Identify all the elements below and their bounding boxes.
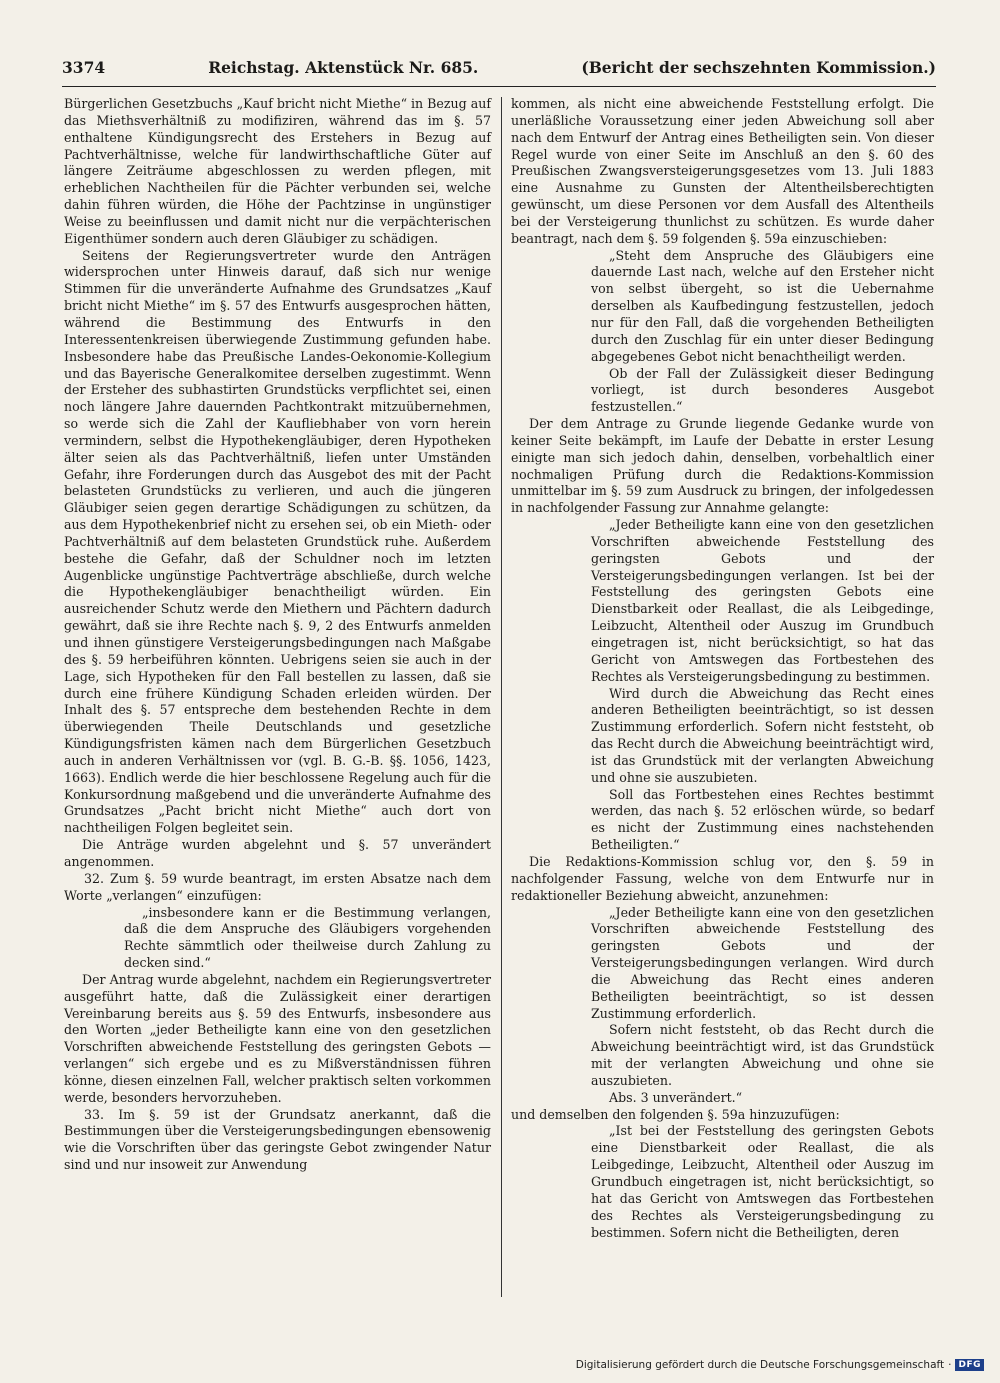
paragraph: „Ist bei der Feststellung des geringsten Gebots eine Dienstbarkeit oder Reallast, die als Leibgedinge, Leibzucht, Altentheil oder Auszug im Grundbuch eingetragen ist, nicht berücksichtigt, so hat das Gericht von Amtswegen das Fortbestehen des Rechtes als Versteigerungsbedingung zu bestimmen. Sofern nicht die Betheiligten, deren: [591, 1123, 934, 1240]
paragraph: Seitens der Regierungsvertreter wurde den Anträgen widersprochen unter Hinweis darauf, daß sich nur wenige Stimmen für die unveränderte Aufnahme des Grundsatzes „Kauf bricht nicht Miethe“ im §. 57 des Entwurfs ausgesprochen hätten, während die Bestimmung des Entwurfs in den Interessentenkreisen überwiegende Zustimmung gefunden habe. Insbesondere habe das Preußische Landes-Oekonomie-Kollegium und das Bayerische Generalkomitee derselben zugestimmt. Wenn der Ersteher des subhastirten Grundstücks verpflichtet sei, einen noch längere Jahre dauernden Pachtkontrakt mitzuübernehmen, so werde sich die Zahl der Kaufliebhaber von vorn herein vermindern, selbst die Hypothekengläubiger, deren Hypotheken älter seien als das Pachtverhältniß, liefen unter Umständen Gefahr, ihre Forderungen durch das Ausgebot des mit der Pacht belasteten Grundstücks zu verlieren, und auch die jüngeren Gläubiger seien gegen derartige Schädigungen zu schützen, da aus dem Hypothekenbrief nicht zu ersehen sei, ob ein Mieth- oder Pachtverhältniß auf dem belasteten Grundstück ruhe. Außerdem bestehe die Gefahr, daß der Schuldner noch im letzten Augenblicke ungünstige Pachtverträge abschließe, durch welche die Hypothekengläubiger benachtheiligt würden. Ein ausreichender Schutz werde den Miethern und Pächtern dadurch gewährt, daß sie ihre Rechte nach §. 9, 2 des Entwurfs anmelden und ihnen günstigere Versteigerungsbedingungen nach Maßgabe des §. 59 herbeiführen könnten. Uebrigens seien sie auch in der Lage, sich Hypotheken für den Fall bestellen zu lassen, daß sie durch eine frühere Kündigung Schaden erleiden würden. Der Inhalt des §. 57 entspreche dem bestehenden Rechte in dem überwiegenden Theile Deutschlands und gesetzliche Kündigungsfristen kämen nach dem Bürgerlichen Gesetzbuch auch in anderen Verhältnissen vor (vgl. B. G.-B. §§. 1056, 1423, 1663). Endlich werde die hier beschlossene Regelung auch für die Konkursordnung maßgebend und die unveränderte Aufnahme des Grundsatzes „Pacht bricht nicht Miethe“ auch dort von nachtheiligen Folgen begleitet sein.: [64, 247, 491, 836]
column-divider: [501, 97, 502, 1297]
paragraph: Sofern nicht feststeht, ob das Recht durch die Abweichung beeinträchtigt wird, ist das Grundstück mit der verlangten Abweichung und ohne sie auszubieten.: [591, 1022, 934, 1088]
quoted-provision: [591, 1123, 934, 1241]
footer-credit: Digitalisierung gefördert durch die Deutsche Forschungsgemeinschaft: [575, 1359, 945, 1371]
header-title: Reichstag. Aktenstück Nr. 685.: [208, 58, 479, 77]
section-paragraph: 32. Zum §. 59 wurde beantragt, im ersten Absatze nach dem Worte „verlangen“ einzufügen:: [64, 870, 491, 903]
right-column: [511, 96, 934, 1241]
paragraph: „Steht dem Anspruche des Gläubigers eine dauernde Last nach, welche auf den Ersteher nicht von selbst übergeht, so ist die Uebernahme derselben als Kaufbedingung festzustellen, jedoch nur für den Fall, daß die vorgehenden Betheiligten durch den Zuschlag für ein unter dieser Bedingung abgegebenes Gebot nicht benachtheiligt werden.: [591, 247, 934, 364]
page-footer: Digitalisierung gefördert durch die Deutsche Forschungsgemeinschaft · DFG: [576, 1359, 984, 1371]
page-number: 3374: [62, 58, 106, 77]
quoted-provision: [124, 905, 491, 972]
dfg-logo-icon: DFG: [955, 1359, 984, 1371]
paragraph: „insbesondere kann er die Bestimmung verlangen, daß die dem Anspruche des Gläubigers vorgehenden Rechte sämmtlich oder theilweise durch Zahlung zu decken sind.“: [124, 904, 491, 971]
paragraph: „Jeder Betheiligte kann eine von den gesetzlichen Vorschriften abweichende Feststellung des geringsten Gebots und der Versteigerungsbedingungen verlangen. Wird durch die Abweichung das Recht eines anderen Betheiligten beeinträchtigt, so ist dessen Zustimmung erforderlich.: [591, 904, 934, 1021]
quoted-provision: [591, 517, 934, 854]
section-paragraph: 33. Im §. 59 ist der Grundsatz anerkannt, daß die Bestimmungen über die Versteigerungsbedingungen ebensowenig wie die Vorschriften über das geringste Gebot zwingender Natur sind und nur insoweit zur Anwendung: [64, 1106, 491, 1173]
left-column: [64, 96, 491, 1174]
paragraph: Bürgerlichen Gesetzbuchs „Kauf bricht nicht Miethe“ in Bezug auf das Miethsverhältniß zu modifiziren, während das im §. 57 enthaltene Kündigungsrecht des Erstehers in Bezug auf Pachtverhältnisse, welche für landwirthschaftliche Güter auf längere Zeiträume abgeschlossen zu werden pflegen, mit erheblichen Nachtheilen für die Pächter verbunden sei, welche dahin führen würden, die Höhe der Pachtzinse in ungünstiger Weise zu beeinflussen und damit nicht nur die verpächterischen Eigenthümer sondern auch deren Gläubiger zu schädigen.: [64, 96, 491, 246]
header-subtitle: (Bericht der sechszehnten Kommission.): [581, 58, 936, 77]
page-header: [62, 58, 936, 77]
paragraph: kommen, als nicht eine abweichende Feststellung erfolgt. Die unerläßliche Voraussetzung einer jeden Abweichung soll aber nach dem Entwurf der Antrag eines Betheiligten sein. Von dieser Regel wurde von einer Seite im Anschluß an den §. 60 des Preußischen Zwangsversteigerungsgesetzes vom 13. Juli 1883 eine Ausnahme zu Gunsten der Altentheilsberechtigten gewünscht, um diese Personen vor dem Ausfall des Altentheils bei der Versteigerung thunlichst zu schützen. Es wurde daher beantragt, nach dem §. 59 folgenden §. 59a einzuschieben:: [511, 96, 934, 246]
paragraph: Ob der Fall der Zulässigkeit dieser Bedingung vorliegt, ist durch besonderes Ausgebot festzustellen.“: [591, 365, 934, 415]
paragraph: Die Redaktions-Kommission schlug vor, den §. 59 in nachfolgender Fassung, welche von dem Entwurfe nur in redaktioneller Beziehung abweicht, anzunehmen:: [511, 853, 934, 903]
paragraph: „Jeder Betheiligte kann eine von den gesetzlichen Vorschriften abweichende Feststellung des geringsten Gebots und der Versteigerungsbedingungen verlangen. Ist bei der Feststellung des geringsten Gebots eine Dienstbarkeit oder Reallast, die als Leibgedinge, Leibzucht, Altentheil oder Auszug im Grundbuch eingetragen ist, nicht berücksichtigt, so hat das Gericht von Amtswegen das Fortbestehen des Rechtes als Versteigerungsbedingung zu bestimmen.: [591, 517, 934, 684]
paragraph: und demselben den folgenden §. 59a hinzuzufügen:: [511, 1106, 840, 1122]
header-rule: [62, 86, 936, 87]
paragraph: Abs. 3 unverändert.“: [609, 1089, 743, 1105]
quoted-provision: [591, 248, 934, 416]
paragraph: Die Anträge wurden abgelehnt und §. 57 unverändert angenommen.: [64, 837, 491, 869]
paragraph: Der dem Antrage zu Grunde liegende Gedanke wurde von keiner Seite bekämpft, im Laufe der Debatte in erster Lesung einigte man sich jedoch dahin, denselben, vorbehaltlich einer nochmaligen Prüfung durch die Redaktions-Kommission unmittelbar im §. 59 zum Ausdruck zu bringen, der infolgedessen in nachfolgender Fassung zur Annahme gelangte:: [511, 416, 934, 516]
paragraph: Der Antrag wurde abgelehnt, nachdem ein Regierungsvertreter ausgeführt hatte, daß die Zulässigkeit einer derartigen Vereinbarung bereits aus §. 59 des Entwurfs, insbesondere aus den Worten „jeder Betheiligte kann eine von den gesetzlichen Vorschriften abweichende Feststellung des geringsten Gebots — verlangen“ sich ergebe und es zu Mißverständnissen führen könne, diesen einzelnen Fall, welcher praktisch selten vorkommen werde, besonders hervorzuheben.: [64, 971, 491, 1105]
quoted-provision: [591, 905, 934, 1107]
paragraph: Soll das Fortbestehen eines Rechtes bestimmt werden, das nach §. 52 erlöschen würde, so bedarf es nicht der Zustimmung eines nachstehenden Betheiligten.“: [591, 786, 934, 853]
paragraph: Wird durch die Abweichung das Recht eines anderen Betheiligten beeinträchtigt, so ist dessen Zustimmung erforderlich. Sofern nicht feststeht, ob das Recht durch die Abweichung beeinträchtigt wird, ist das Grundstück mit der verlangten Abweichung und ohne sie auszubieten.: [591, 685, 934, 785]
